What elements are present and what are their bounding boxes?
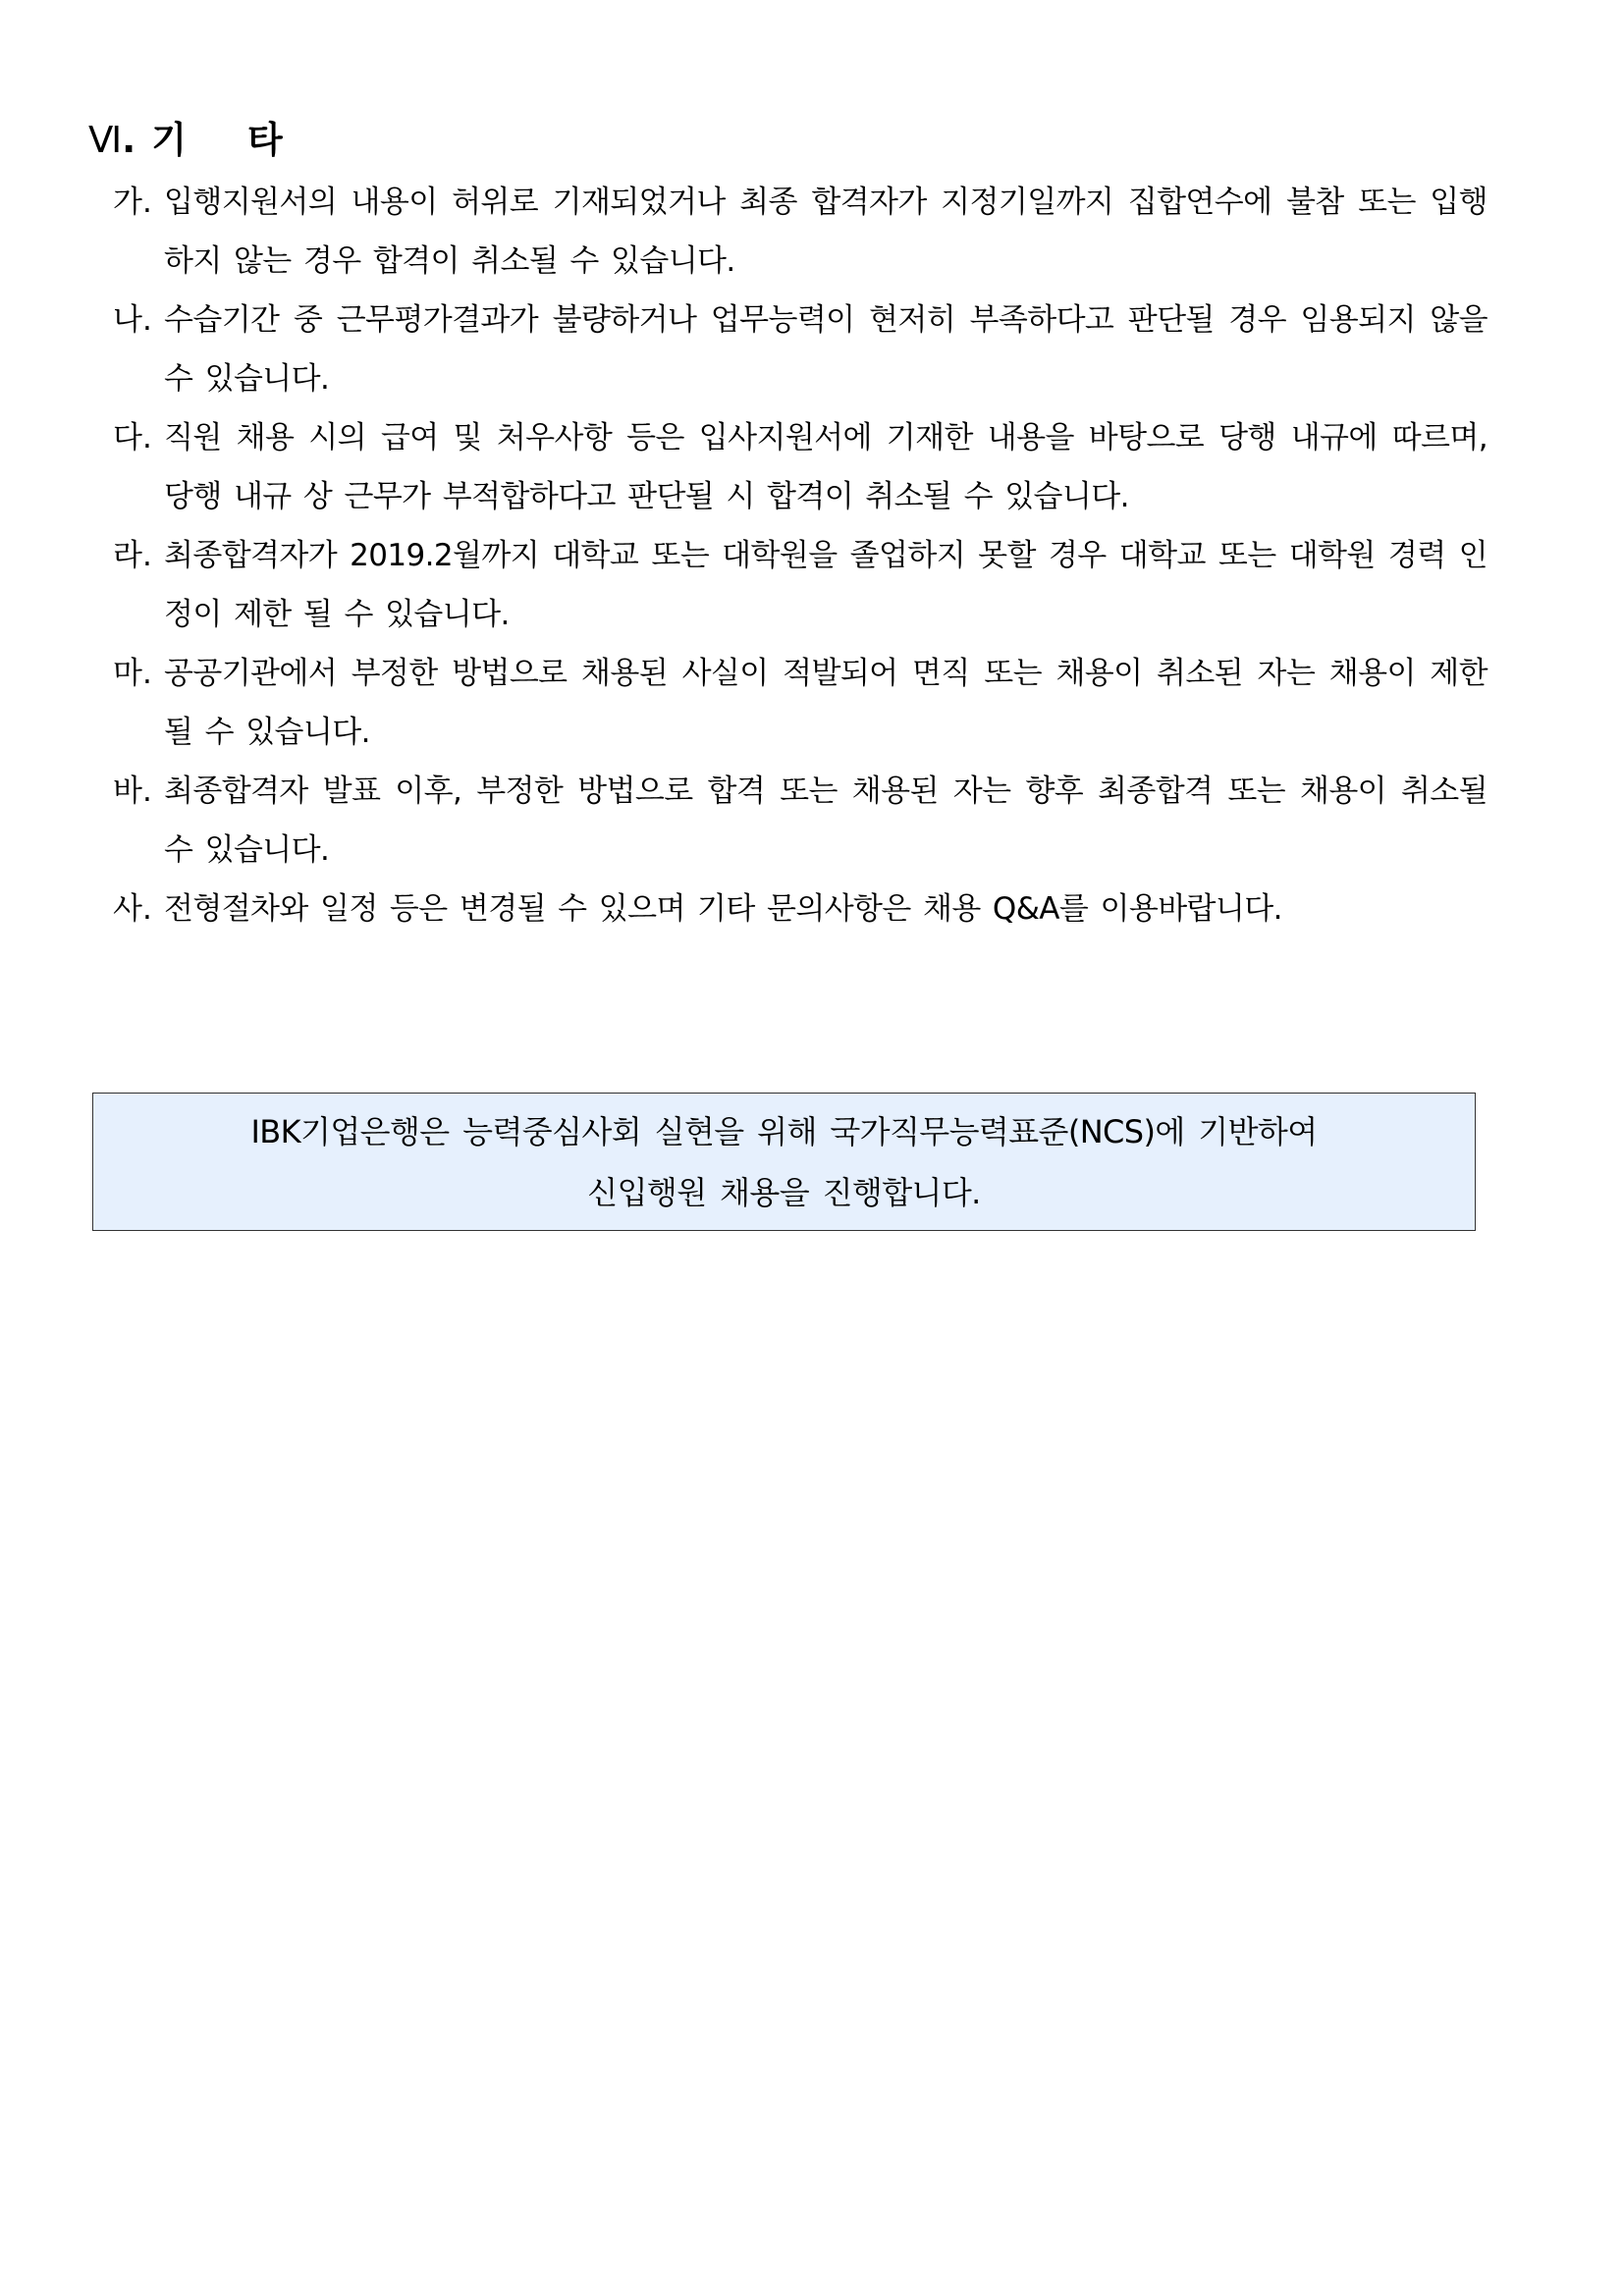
list-item-marker: 바. bbox=[113, 774, 152, 809]
list-item-text: 공공기관에서 부정한 방법으로 채용된 사실이 적발되어 면직 또는 채용이 취소된 자는 채용이 제한 될 수 있습니다. bbox=[164, 656, 1488, 750]
list-item bbox=[113, 291, 1488, 408]
list-item bbox=[113, 880, 1488, 938]
list-item-text: 직원 채용 시의 급여 및 처우사항 등은 입사지원서에 기재한 내용을 바탕으로 당행 내규에 따르며, 당행 내규 상 근무가 부적합하다고 판단될 시 합격이 취소될 수 있습니다. bbox=[164, 420, 1488, 514]
list-item-marker: 나. bbox=[113, 302, 152, 338]
list-item-marker: 라. bbox=[113, 538, 152, 573]
ncs-notice-box bbox=[92, 1093, 1476, 1231]
notice-item-list bbox=[113, 173, 1488, 938]
notice-line-1: IBK기업은행은 능력중심사회 실현을 위해 국가직무능력표준(NCS)에 기반하여 bbox=[250, 1112, 1318, 1150]
notice-line-2: 신입행원 채용을 진행합니다. bbox=[587, 1173, 981, 1211]
list-item-text: 최종합격자 발표 이후, 부정한 방법으로 합격 또는 채용된 자는 향후 최종합격 또는 채용이 취소될 수 있습니다. bbox=[164, 774, 1488, 868]
list-item-marker: 가. bbox=[113, 185, 152, 220]
section-separator: . bbox=[122, 119, 136, 161]
list-item bbox=[113, 644, 1488, 762]
list-item-text: 전형절차와 일정 등은 변경될 수 있으며 기타 문의사항은 채용 Q&A를 이용바랍니다. bbox=[164, 891, 1282, 927]
list-item bbox=[113, 408, 1488, 526]
list-item bbox=[113, 526, 1488, 644]
section-numeral: Ⅵ bbox=[88, 119, 123, 161]
list-item-marker: 마. bbox=[113, 656, 152, 691]
list-item-text: 입행지원서의 내용이 허위로 기재되었거나 최종 합격자가 지정기일까지 집합연수에 불참 또는 입행하지 않는 경우 합격이 취소될 수 있습니다. bbox=[164, 185, 1488, 279]
list-item bbox=[113, 762, 1488, 880]
list-item-marker: 사. bbox=[113, 891, 152, 927]
list-item-text: 최종합격자가 2019.2월까지 대학교 또는 대학원을 졸업하지 못할 경우 대학교 또는 대학원 경력 인정이 제한 될 수 있습니다. bbox=[164, 538, 1488, 632]
list-item-marker: 다. bbox=[113, 420, 152, 455]
list-item bbox=[113, 173, 1488, 291]
section-title: 기타 bbox=[151, 119, 344, 161]
list-item-text: 수습기간 중 근무평가결과가 불량하거나 업무능력이 현저히 부족하다고 판단될 경우 임용되지 않을 수 있습니다. bbox=[164, 302, 1488, 397]
section-heading bbox=[88, 116, 344, 165]
